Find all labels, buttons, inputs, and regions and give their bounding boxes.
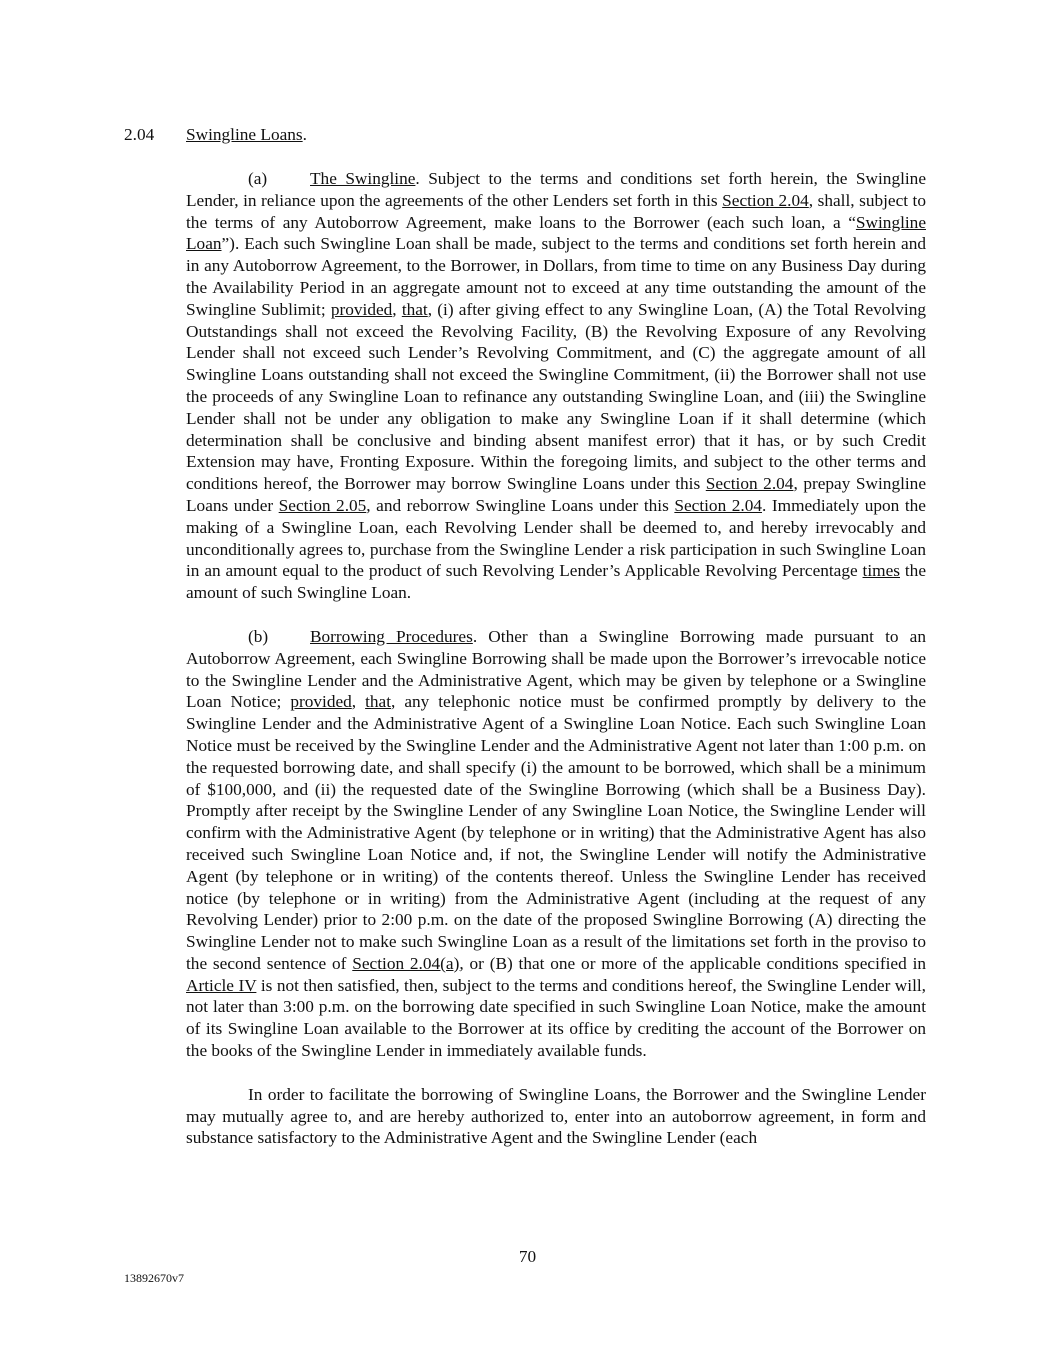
section-reference: Section 2.04 [705, 474, 794, 494]
text-run: , and reborrow Swingline Loans under this [366, 495, 675, 515]
paragraph-a [186, 168, 926, 604]
section-reference: Section 2.05 [278, 495, 367, 515]
body-text [186, 168, 926, 1171]
text-run: , any telephonic notice must be confirmed promptly by delivery to the Swingline Lender and the Administrative Agent of a Swingline Loan Notice. Each such Swingline Loan Notice must be received by the Swingline Lender and the Administrative Agent not later than 1:00 p.m. on the requested borrowing date, and shall specify (i) the amount to be borrowed, which shall be a minimum of $100,000, and (ii) the requested date of the Swingline Borrowing (which shall be a Business Day). Promptly after receipt by the Swingline Lender of any Swingline Loan Notice, the Swingline Lender will confirm with the Administrative Agent (by telephone or in writing) that the Administrative Agent has also received such Swingline Loan Notice and, if not, the Swingline Lender will notify the Administrative Agent (by telephone or in writing) of the contents thereof. Unless the Swingline Lender has received notice (by telephone or in writing) from the Administrative Agent (including at the request of any Revolving Lender) prior to 2:00 p.m. on the date of the proposed Swingline Borrowing (A) directing the Swingline Lender not to make such Swingline Loan as a result of the limitations set forth in the proviso to the second sentence of [186, 692, 927, 973]
that-term: that [365, 692, 392, 712]
text-run: . Subject to the terms and conditions set forth herein, the Swingline Lender, in reliance upon the agreements of the other Lenders set forth in this [186, 169, 926, 210]
text-run: , [351, 692, 366, 712]
section-reference: Section 2.04(a) [352, 953, 460, 973]
text-run: , shall, subject to the terms of any Autoborrow Agreement, make loans to the Borrower (each such loan, a “ [186, 190, 927, 232]
paragraph-c [186, 1084, 926, 1149]
text-run: , [392, 299, 402, 319]
paragraph-b-heading: Borrowing Procedures [310, 626, 473, 646]
provided-term: provided [290, 692, 352, 712]
section-reference: Section 2.04 [674, 495, 762, 515]
document-id: 13892670v7 [124, 1271, 184, 1285]
paragraph-a-heading: The Swingline [310, 169, 416, 188]
text-run: the amount of such Swingline Loan. [186, 561, 926, 603]
section-reference: Section 2.04 [722, 190, 809, 210]
text-run: . Other than a Swingline Borrowing made pursuant to an Autoborrow Agreement, each Swingline Borrowing shall be made upon the Borrower’s irrevocable notice to the Swingline Lender and the Administrative Agent, which may be given by telephone or a Swingline Loan Notice; [186, 626, 926, 712]
section-title-suffix: . [302, 125, 307, 144]
article-reference: Article IV [186, 975, 257, 995]
text-run: is not then satisfied, then, subject to the terms and conditions hereof, the Swingline Lender will, not later than 3:00 p.m. on the borrowing date specified in such Swingline Loan Notice, make the amount of its Swingline Loan available to the Borrower at its office by crediting the account of the Borrower on the books of the Swingline Lender in immediately available funds. [186, 975, 926, 1061]
text-run: , or (B) that one or more of the applicable conditions specified in [459, 953, 927, 973]
defined-term: Swingline Loan [186, 212, 926, 254]
paragraph-b [186, 626, 926, 1062]
section-number: 2.04 [124, 125, 155, 144]
text-run: , (i) after giving effect to any Swingline Loan, (A) the Total Revolving Outstandings shall not exceed the Revolving Facility, (B) the Revolving Exposure of any Revolving Lender shall not exceed such Lender’s Revolving Commitment, and (C) the aggregate amount of all Swingline Loans outstanding shall not exceed the Swingline Commitment, (ii) the Borrower shall not use the proceeds of any Swingline Loan to refinance any outstanding Swingline Loan, and (iii) the Swingline Lender shall not be under any obligation to make any Swingline Loan if it shall determine (which determination shall be conclusive and binding absent manifest error) that it has, or by such Credit Extension may have, Fronting Exposure. Within the foregoing limits, and subject to the other terms and conditions hereof, the Borrower may borrow Swingline Loans under this [186, 299, 926, 494]
paragraph-b-label: (b) [248, 626, 269, 646]
section-heading [124, 124, 307, 146]
provided-term: provided [330, 299, 393, 319]
text-run: , prepay Swingline Loans under [186, 474, 926, 515]
times-term: times [862, 561, 900, 581]
page-number: 70 [518, 1247, 537, 1266]
paragraph-c-text: In order to facilitate the borrowing of Swingline Loans, the Borrower and the Swingline Lender may mutually agree to, and are hereby authorized to, enter into an autoborrow agreement, in form and substance satisfactory to the Administrative Agent and the Swingline Lender (each [186, 1084, 926, 1148]
section-title: Swingline Loans [186, 125, 303, 144]
text-run: . Immediately upon the making of a Swingline Loan, each Revolving Lender shall be deemed to, and hereby irrevocably and unconditionally agrees to, purchase from the Swingline Lender a risk participation in such Swingline Loan in an amount equal to the product of such Revolving Lender’s Applicable Revolving Percentage [186, 495, 926, 581]
paragraph-a-label: (a) [248, 169, 268, 188]
that-term: that [401, 299, 428, 319]
text-run: ”). Each such Swingline Loan shall be made, subject to the terms and conditions set forth herein and in any Autoborrow Agreement, to the Borrower, in Dollars, from time to time on any Business Day during the Availability Period in an aggregate amount not to exceed at any time outstanding the amount of the Swingline Sublimit; [186, 234, 926, 319]
